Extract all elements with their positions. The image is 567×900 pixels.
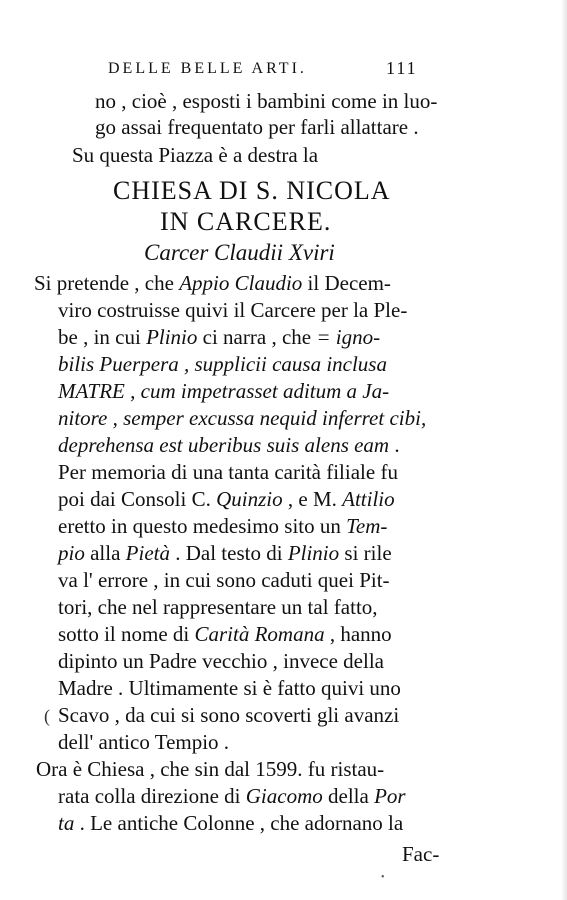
text-run: Si pretende , che bbox=[34, 271, 180, 295]
text-line bbox=[58, 810, 403, 836]
text-line bbox=[58, 351, 387, 377]
text-line bbox=[58, 513, 387, 539]
church-subheading: IN CARCERE. bbox=[160, 207, 332, 236]
italic-run: pio bbox=[58, 541, 85, 565]
italic-run: deprehensa est uberibus suis alens eam bbox=[58, 433, 390, 457]
italic-run: ta bbox=[58, 811, 75, 835]
catchword: Fac- bbox=[402, 842, 440, 866]
italic-run: Pietà bbox=[125, 541, 170, 565]
text-run: , hanno bbox=[324, 622, 392, 646]
text-line bbox=[58, 324, 380, 350]
italic-run: Tem- bbox=[346, 514, 388, 538]
text-line bbox=[58, 540, 392, 566]
text-line bbox=[58, 432, 400, 458]
text-run: alla bbox=[84, 541, 126, 565]
text-line: Madre . Ultimamente si è fatto quivi uno bbox=[58, 676, 401, 700]
text-line: dell' antico Tempio . bbox=[58, 730, 230, 754]
italic-run: Plinio bbox=[287, 541, 340, 565]
italic-run: Giacomo bbox=[245, 784, 323, 808]
text-line: viro costruisse quivi il Carcere per la Ple- bbox=[58, 298, 408, 322]
text-run: sotto il nome di bbox=[58, 622, 195, 646]
text-line bbox=[58, 378, 389, 404]
italic-run: Por bbox=[374, 784, 406, 808]
inscription: Carcer Claudii Xviri bbox=[144, 240, 335, 265]
text-run: rata colla direzione di bbox=[58, 784, 246, 808]
text-run: ci narra , che bbox=[197, 325, 317, 349]
italic-run: Carità Romana bbox=[194, 622, 325, 646]
text-line: Scavo , da cui si sono scoverti gli avanzi bbox=[58, 703, 400, 727]
text-line: Ora è Chiesa , che sin dal 1599. fu ristau- bbox=[36, 757, 385, 781]
text-line: dipinto un Padre vecchio , invece della bbox=[58, 649, 384, 673]
text-line: go assai frequentato per farli allattare . bbox=[95, 115, 419, 139]
running-title: DELLE BELLE ARTI. bbox=[108, 60, 307, 77]
text-run: be , in cui bbox=[58, 325, 147, 349]
italic-run: MATRE , cum impetrasset aditum a Ja- bbox=[58, 379, 390, 403]
text-line bbox=[58, 783, 406, 809]
italic-run: = igno- bbox=[316, 325, 381, 349]
text-line: va l' errore , in cui sono caduti quei Pit- bbox=[58, 568, 390, 592]
italic-run: Plinio bbox=[146, 325, 198, 349]
text-run: poi dai Consoli C. bbox=[58, 487, 217, 511]
bottom-mark: • bbox=[381, 872, 385, 883]
text-run: della bbox=[322, 784, 375, 808]
text-line: no , cioè , esposti i bambini come in luo- bbox=[95, 89, 438, 113]
text-line bbox=[34, 270, 391, 296]
text-run: . Le antiche Colonne , che adornano la bbox=[74, 811, 404, 835]
text-line: tori, che nel rappresentare un tal fatto, bbox=[58, 595, 378, 619]
text-run: . Dal testo di bbox=[169, 541, 288, 565]
italic-run: Attilio bbox=[342, 487, 395, 511]
margin-mark: ( bbox=[44, 706, 50, 726]
page-number: 111 bbox=[386, 58, 418, 78]
italic-run: bilis Puerpera , supplicii causa inclusa bbox=[58, 352, 387, 376]
church-heading: CHIESA DI S. NICOLA bbox=[113, 176, 391, 205]
text-run: si rile bbox=[339, 541, 392, 565]
text-line: Per memoria di una tanta carità filiale fu bbox=[58, 460, 398, 484]
italic-run: nitore , semper excussa nequid inferret cibi, bbox=[58, 406, 427, 430]
text-run: il Decem- bbox=[302, 271, 391, 295]
text-line bbox=[58, 405, 426, 431]
text-run: , e M. bbox=[282, 487, 343, 511]
text-line bbox=[58, 621, 392, 647]
page-edge-shadow bbox=[561, 0, 567, 900]
italic-run: Quinzio bbox=[216, 487, 283, 511]
text-line bbox=[58, 486, 395, 512]
text-line: Su questa Piazza è a destra la bbox=[72, 143, 319, 167]
text-run: . bbox=[389, 433, 400, 457]
italic-run: Appio Claudio bbox=[179, 271, 303, 295]
text-run: eretto in questo medesimo sito un bbox=[58, 514, 347, 538]
